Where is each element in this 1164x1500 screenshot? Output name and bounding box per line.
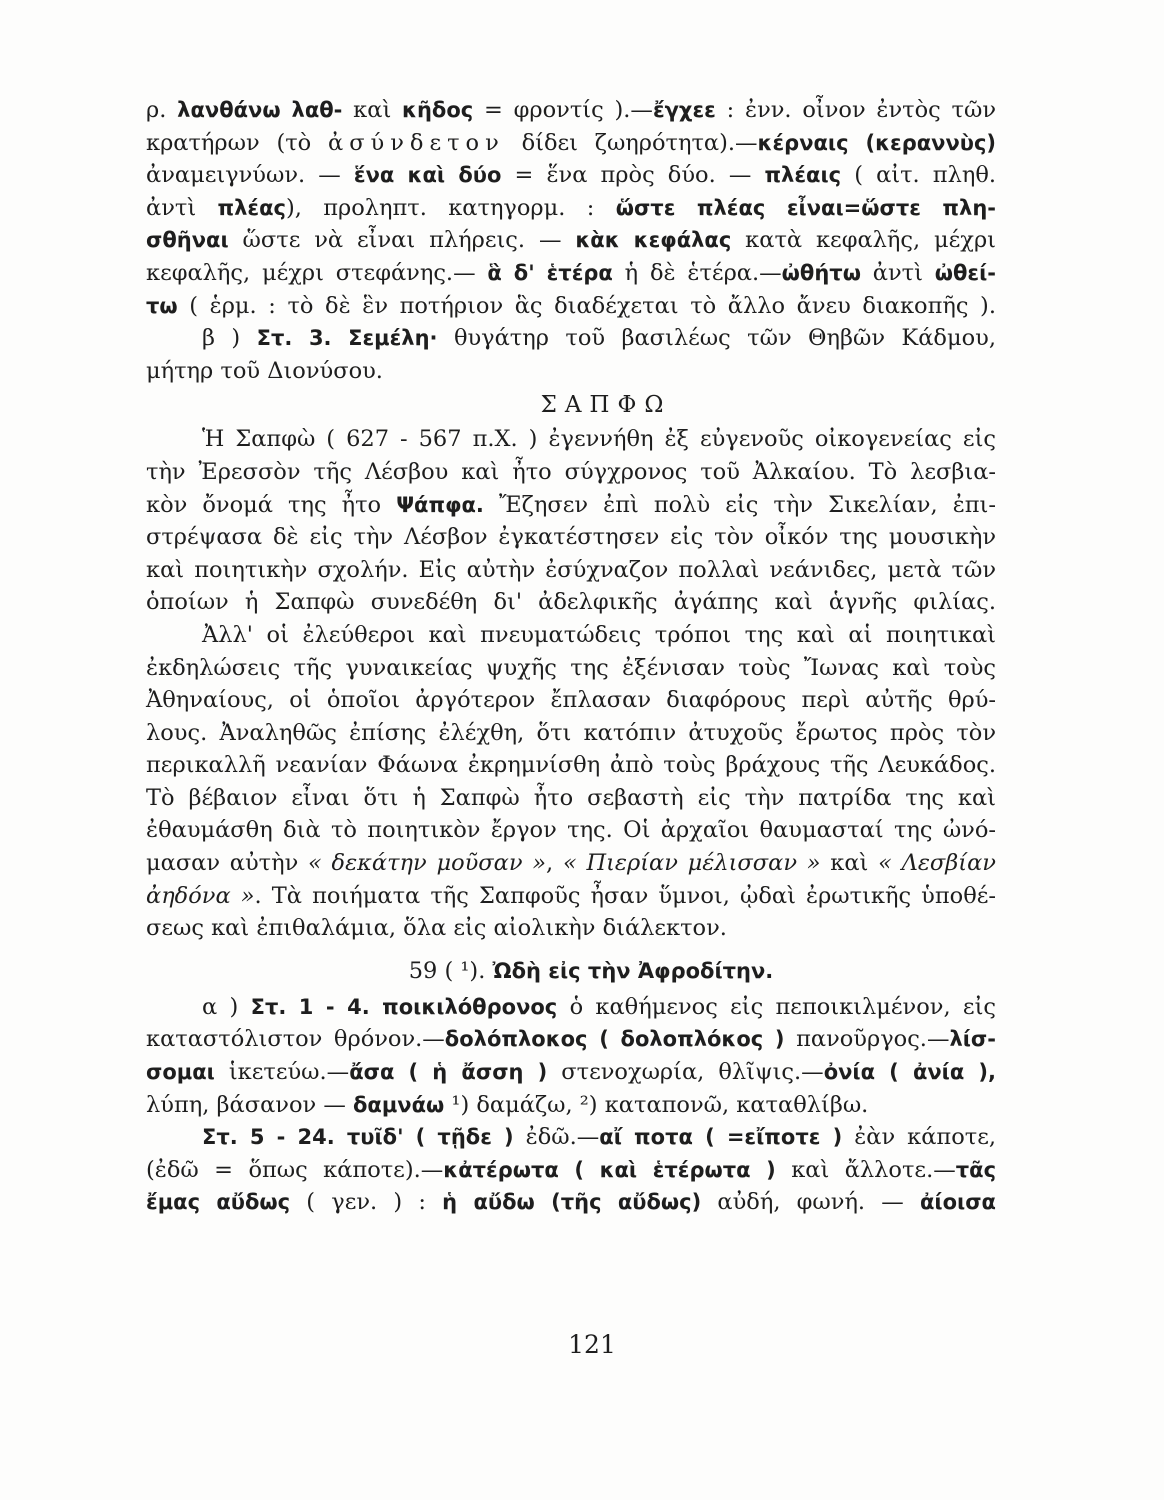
- text-run: ὥστε νὰ εἶναι πλήρεις. —: [228, 227, 576, 254]
- text-run: στενοχωρία, θλῖψις.—: [547, 1059, 824, 1086]
- bold-term: Ψάπφα.: [396, 492, 484, 517]
- text-line: [146, 224, 996, 257]
- text-run: ἀντὶ: [860, 259, 935, 286]
- bold-term: λανθάνω λαθ-: [177, 98, 343, 122]
- text-run: ἀντὶ: [146, 194, 218, 221]
- text-run: ἐθαυμάσθη διὰ τὸ ποιητικὸν ἔργον της. Οἱ ἀρχαῖοι θαυμασταί της ὠνό-: [146, 817, 996, 844]
- text-run: : ἐνν. οἶνον ἐντὸς τῶν: [715, 97, 996, 123]
- text-line: [146, 684, 996, 717]
- biography-paragraph: [146, 423, 996, 945]
- text-run: θυγάτηρ τοῦ βασιλέως τῶν Θηβῶν Κάδμου,: [437, 325, 996, 352]
- bold-term: ὀνία ( ἀνία ),: [823, 1060, 997, 1085]
- text-line: [146, 586, 996, 619]
- page-number: 121: [568, 1330, 616, 1359]
- bold-term: κῆδος: [402, 98, 474, 122]
- text-run: στρέψασα δὲ εἰς τὴν Λέσβον ἐγκατέστησεν εἰς τὸν οἶκόν της μουσικὴν: [146, 524, 996, 551]
- text-run: σεως καὶ ἐπιθαλάμια, ὅλα εἰς αἰολικὴν διάλεκτον.: [146, 915, 727, 942]
- text-line: [146, 127, 996, 160]
- bold-term: αἴ ποτα ( =εἴποτε ): [599, 1125, 843, 1150]
- text-run: κρατήρων (τὸ: [146, 129, 328, 156]
- text-run: ὁ καθήμενος εἰς πεποικιλμένον, εἰς: [557, 993, 996, 1020]
- ode-title: [146, 951, 996, 991]
- text-run: λύπη, βάσανον —: [146, 1091, 353, 1118]
- bold-term: κέρναις (κεραννὺς): [757, 130, 996, 155]
- text-run: δίδει ζωηρότητα).—: [504, 129, 758, 156]
- bold-term: δολόπλοκος ( δολοπλόκος ): [444, 1027, 785, 1052]
- text-line: [146, 355, 996, 388]
- text-run: ( γεν. ) :: [290, 1189, 443, 1216]
- bold-term: σομαι: [146, 1060, 215, 1085]
- text-line: [146, 423, 996, 456]
- text-run: αὐδή, φωνή. —: [701, 1189, 920, 1216]
- text-line: [146, 94, 996, 127]
- text-run: καὶ: [820, 850, 879, 877]
- bold-term: κἀτέρωτα ( καὶ ἑτέρωτα ): [443, 1157, 776, 1182]
- text-run: (ἐδῶ = ὅπως κάποτε).—: [146, 1156, 444, 1183]
- text-run: = φροντίς ).—: [473, 97, 653, 123]
- text-run: ἀσύνδετον: [328, 129, 505, 156]
- bold-term: τω: [146, 293, 178, 318]
- text-run: ἐκδηλώσεις τῆς γυναικείας ψυχῆς της ἐξένισαν τοὺς Ἴωνας καὶ τοὺς: [146, 654, 996, 681]
- text-run: α ): [202, 993, 251, 1020]
- text-run: ὁποίων ἡ Σαπφὼ συνεδέθη δι' ἀδελφικῆς ἀγάπης καὶ ἁγνῆς φιλίας.: [146, 589, 996, 616]
- text-line: [146, 489, 996, 522]
- text-run: ), προληπτ. κατηγορμ. :: [285, 194, 616, 221]
- bold-term: Στ. 5 - 24. τυῖδ' ( τῇδε ): [202, 1125, 514, 1150]
- text-run: Ἔζησεν ἐπὶ πολὺ εἰς τὴν Σικελίαν, ἐπι-: [483, 491, 996, 518]
- text-run: ( ἑρμ. : τὸ δὲ ἓν ποτήριον ἃς διαδέχεται τὸ ἄλλο ἄνευ διακοπῆς ).: [177, 292, 996, 319]
- text-run: Ἡ Σαπφὼ ( 627 - 567 π.Χ. ) ἐγεννήθη ἐξ εὐγενοῦς οἰκογενείας εἰς: [202, 426, 996, 453]
- text-line: [146, 717, 996, 750]
- text-run: ,: [546, 850, 563, 877]
- bold-term: Στ. 3. Σεμέλη·: [256, 326, 438, 351]
- text-line: [146, 290, 996, 323]
- italic-quote: « δεκάτην μοῦσαν »: [308, 850, 547, 877]
- text-run: ( αἰτ. πληθ.: [841, 162, 997, 189]
- bold-term: δαμνάω: [352, 1092, 445, 1117]
- text-line: [146, 1089, 996, 1122]
- bold-term: πλέας: [217, 195, 286, 220]
- text-line: [146, 192, 996, 225]
- text-line: [146, 619, 996, 652]
- bold-term: ἕνα καὶ δύο: [353, 163, 502, 188]
- bold-term: ἔγχεε: [652, 98, 716, 122]
- bold-term: ὠθήτω: [781, 260, 861, 285]
- text-run: ἐδῶ.—: [513, 1124, 600, 1151]
- text-run: κατὰ κεφαλῆς, μέχρι: [731, 227, 996, 254]
- bold-term: ἄσα ( ἡ ἄσση ): [349, 1060, 548, 1085]
- bold-term: ἀίοισα: [919, 1190, 996, 1215]
- text-run: καὶ ἄλλοτε.—: [775, 1156, 956, 1183]
- text-line: [146, 554, 996, 587]
- text-line: [146, 159, 996, 192]
- text-run: Ἀλλ' οἱ ἐλεύθεροι καὶ πνευματώδεις τρόποι της καὶ αἱ ποιητικαὶ: [202, 621, 996, 648]
- text-line: [146, 1186, 996, 1219]
- text-line: [146, 880, 996, 913]
- text-run: = ἕνα πρὸς δύο. —: [501, 162, 765, 189]
- text-run: περικαλλῆ νεανίαν Φάωνα ἐκρημνίσθη ἀπὸ τοὺς βράχους τῆς Λευκάδος.: [146, 752, 996, 779]
- text-line: [146, 456, 996, 489]
- italic-quote: « Πιερίαν μέλισσαν »: [562, 850, 821, 877]
- text-run: β ): [202, 325, 257, 352]
- text-run: ἡ δὲ ἑτέρα.—: [612, 259, 782, 286]
- text-run: ἀναμειγνύων. —: [146, 162, 354, 189]
- commentary-bottom: [146, 991, 996, 1219]
- text-line: [146, 814, 996, 847]
- text-line: [146, 1121, 996, 1154]
- text-run: καὶ: [342, 97, 403, 123]
- text-line: [146, 749, 996, 782]
- text-line: [146, 847, 996, 880]
- text-line: [146, 257, 996, 290]
- bold-term: τᾶς: [955, 1157, 997, 1182]
- bold-term: σθῆναι: [146, 228, 229, 253]
- text-run: ¹) δαμάζω, ²) καταπονῶ, καταθλίβω.: [444, 1091, 869, 1118]
- bold-term: ἃ δ' ἑτέρα: [487, 260, 613, 285]
- bold-term: ἡ αὔδω (τῆς αὔδως): [442, 1190, 702, 1215]
- text-run: ρ.: [146, 97, 178, 123]
- text-line: [146, 652, 996, 685]
- text-run: . Τὰ ποιήματα τῆς Σαπφοῦς ἦσαν ὕμνοι, ᾠδαὶ ἐρωτικῆς ὑποθέ-: [254, 882, 996, 909]
- text-run: ἱκετεύω.—: [214, 1059, 350, 1086]
- text-line: [146, 1056, 996, 1089]
- text-line: [146, 782, 996, 815]
- bold-term: Στ. 1 - 4. ποικιλόθρονος: [250, 994, 558, 1019]
- text-line: [146, 521, 996, 554]
- text-run: καὶ ποιητικὴν σχολήν. Εἰς αὐτὴν ἐσύχναζον πολλαὶ νεάνιδες, μετὰ τῶν: [146, 556, 996, 583]
- italic-quote: ἀηδόνα »: [146, 882, 255, 909]
- bold-term: πλέαις: [764, 163, 842, 188]
- text-run: καταστόλιστον θρόνον.—: [146, 1026, 445, 1053]
- bold-term: ὥστε πλέας εἶναι=ὥστε πλη-: [615, 195, 996, 220]
- bold-term: ὠθεί-: [934, 260, 996, 285]
- text-run: κεφαλῆς, μέχρι στεφάνης.—: [146, 259, 488, 286]
- text-line: [146, 1023, 996, 1056]
- text-run: τὴν Ἐρεσσὸν τῆς Λέσβου καὶ ἦτο σύγχρονος τοῦ Ἀλκαίου. Τὸ λεσβια-: [146, 458, 996, 485]
- text-run: λους. Ἀναληθῶς ἐπίσης ἐλέχθη, ὅτι κατόπιν ἀτυχοῦς ἔρωτος πρὸς τὸν: [146, 719, 996, 746]
- text-run: μήτηρ τοῦ Διονύσου.: [146, 357, 383, 384]
- text-line: [146, 1154, 996, 1187]
- italic-quote: « Λεσβίαν: [878, 850, 996, 877]
- text-run: πανοῦργος.—: [784, 1026, 950, 1053]
- text-run: 59 ( ¹).: [408, 957, 493, 984]
- text-run: Τὸ βέβαιον εἶναι ὅτι ἡ Σαπφὼ ἦτο σεβαστὴ εἰς τὴν πατρίδα της καὶ: [146, 784, 996, 811]
- commentary-top: [146, 94, 996, 387]
- text-run: Ἀθηναίους, οἱ ὁποῖοι ἀργότερον ἔπλασαν διαφόρους περὶ αὐτῆς θρύ-: [146, 687, 996, 714]
- text-run: μασαν αὐτὴν: [146, 850, 309, 877]
- text-line: [146, 322, 996, 355]
- text-run: ἐὰν κάποτε,: [842, 1124, 996, 1151]
- text-line: [146, 991, 996, 1024]
- bold-term: ἔμας αὔδως: [146, 1190, 291, 1215]
- bold-term: Ὠδὴ εἰς τὴν Ἀφροδίτην.: [492, 958, 774, 983]
- section-heading: ΣΑΠΦΩ: [540, 392, 672, 419]
- bold-term: κὰκ κεφάλας: [575, 228, 732, 253]
- text-line: [146, 912, 996, 945]
- text-run: κὸν ὄνομά της ἦτο: [146, 491, 397, 518]
- body-text: [146, 94, 996, 1219]
- bold-term: λίσ-: [949, 1027, 996, 1052]
